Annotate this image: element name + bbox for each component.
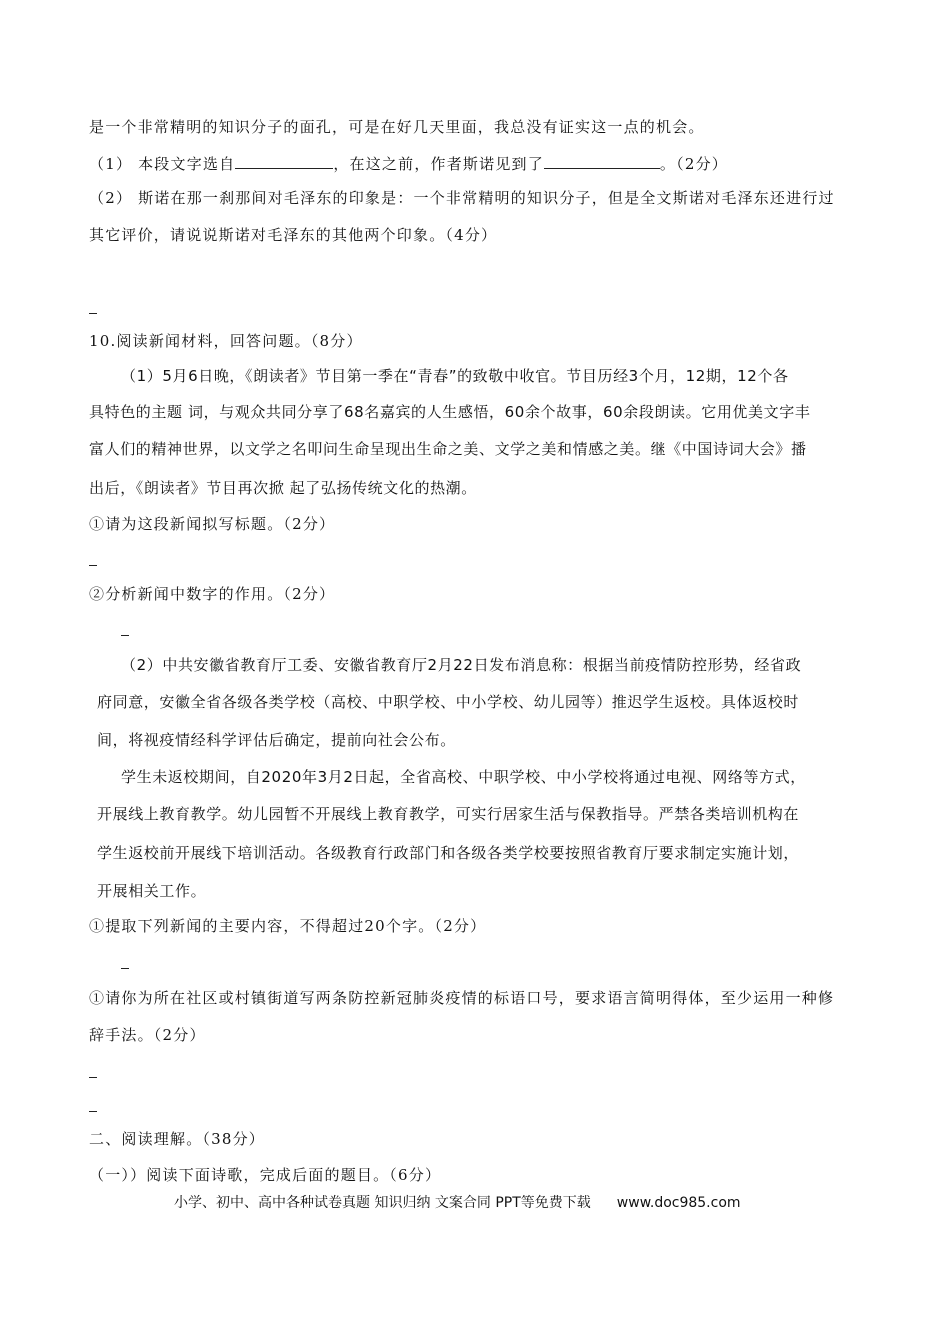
question-10-heading: 10.阅读新闻材料，回答问题。（8分）: [89, 332, 363, 350]
news-1-paragraph: 富人们的精神世界，以文学之名叩问生命呈现出生命之美、文学之美和情感之美。继《中国诗词大会》播: [89, 440, 807, 458]
footer-link[interactable]: www.doc985.com: [616, 1195, 741, 1211]
news-2-paragraph: 府同意，安徽全省各级各类学校（高校、中职学校、中小学校、幼儿园等）推迟学生返校。具体返校时: [97, 693, 800, 711]
text-line: 是一个非常精明的知识分子的面孔，可是在好几天里面，我总没有证实这一点的机会。: [89, 118, 705, 136]
section-2-sub-heading: （一））阅读下面诗歌，完成后面的题目。（6分）: [89, 1166, 442, 1184]
page-footer: [174, 1192, 741, 1212]
question-9-2: （2） 斯诺在那一刹那间对毛泽东的印象是：一个非常精明的知识分子，但是全文斯诺对毛泽东还进行过: [89, 189, 835, 207]
footer-text: 小学、初中、高中各种试卷真题 知识归纳 文案合同 PPT等免费下载: [174, 1195, 591, 1211]
news-2-question-2-cont: 辞手法。（2分）: [89, 1026, 206, 1044]
news-2-question-1: ①提取下列新闻的主要内容，不得超过20个字。（2分）: [89, 917, 487, 935]
news-2-paragraph: 开展相关工作。: [97, 882, 207, 900]
news-2-paragraph: 学生未返校期间，自2020年3月2日起，全省高校、中职学校、中小学校将通过电视、网络等方式，: [121, 768, 806, 786]
question-9-1: [89, 153, 728, 175]
question-text: （1） 本段文字选自: [89, 155, 236, 173]
news-2-question-2: ①请你为所在社区或村镇街道写两条防控新冠肺炎疫情的标语口号，要求语言简明得体，至少运用一种修: [89, 989, 835, 1007]
answer-line[interactable]: [89, 1111, 97, 1112]
news-1-paragraph: 具特色的主题 词，与观众共同分享了68名嘉宾的人生感悟，60余个故事，60余段朗读。它用优美文字丰: [89, 403, 811, 421]
answer-line[interactable]: [121, 968, 129, 969]
section-2-heading: 二、阅读理解。（38分）: [89, 1130, 265, 1148]
answer-line[interactable]: [89, 1077, 97, 1078]
answer-blank[interactable]: [235, 154, 333, 169]
question-9-2-cont: 其它评价，请说说斯诺对毛泽东的其他两个印象。（4分）: [89, 226, 498, 244]
question-text: 。（2分）: [659, 155, 728, 173]
news-1-paragraph: 出后，《朗读者》节目再次掀 起了弘扬传统文化的热潮。: [89, 479, 477, 497]
question-text: ，在这之前，作者斯诺见到了: [333, 155, 544, 173]
answer-line[interactable]: [121, 635, 129, 636]
answer-line[interactable]: [89, 313, 97, 314]
answer-line[interactable]: [89, 565, 97, 566]
news-1-question-2: ②分析新闻中数字的作用。（2分）: [89, 585, 336, 603]
news-2-paragraph: （2）中共安徽省教育厅工委、安徽省教育厅2月22日发布消息称：根据当前疫情防控形势，经省政: [121, 656, 802, 674]
news-1-question-1: ①请为这段新闻拟写标题。（2分）: [89, 515, 336, 533]
news-2-paragraph: 间，将视疫情经科学评估后确定，提前向社会公布。: [97, 731, 456, 749]
answer-blank[interactable]: [544, 154, 660, 169]
news-2-paragraph: 开展线上教育教学。幼儿园暂不开展线上教育教学，可实行居家生活与保教指导。严禁各类培训机构在: [97, 805, 800, 823]
news-2-paragraph: 学生返校前开展线下培训活动。各级教育行政部门和各级各类学校要按照省教育厅要求制定实施计划，: [97, 844, 800, 862]
news-1-paragraph: （1）5月6日晚，《朗读者》节目第一季在“青春”的致敬中收官。节目历经3个月，12期，12个各: [121, 367, 789, 385]
